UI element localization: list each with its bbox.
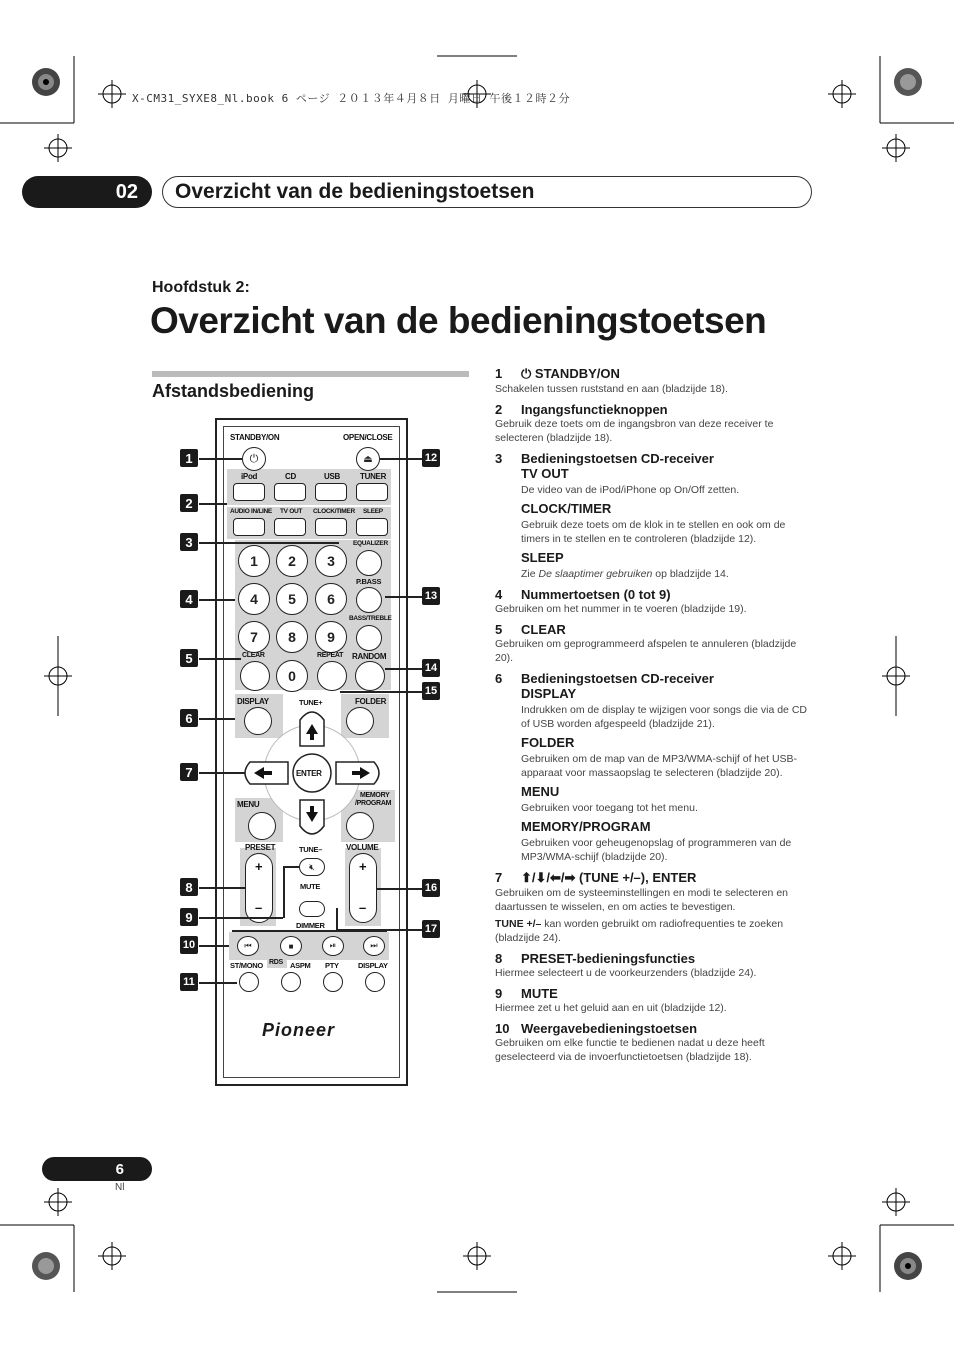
item-title: ⬆/⬇/⬅/➡ (TUNE +/–), ENTER xyxy=(521,870,697,885)
item-number: 9 xyxy=(495,986,503,1001)
clock-timer-button[interactable] xyxy=(315,518,347,536)
previous-track-button[interactable] xyxy=(237,936,259,956)
menu-button[interactable] xyxy=(248,812,276,840)
callout-line-4 xyxy=(199,599,235,601)
usb-label: USB xyxy=(324,472,340,481)
rds-label: RDS xyxy=(269,959,283,966)
open-close-button[interactable] xyxy=(356,447,380,471)
chapter-label: Hoofdstuk 2: xyxy=(152,279,250,296)
repeat-button[interactable] xyxy=(317,661,347,691)
callout-8: 8 xyxy=(180,878,198,896)
item-title: PRESET-bedieningsfuncties xyxy=(521,951,696,966)
number-key-4[interactable]: 4 xyxy=(238,583,270,615)
aspm-button[interactable] xyxy=(281,972,301,992)
callout-15: 15 xyxy=(422,682,440,700)
book-file-header: X-CM31_SYXE8_Nl.book 6 ページ ２０１３年４月８日 月曜日 午後１２時２分 xyxy=(132,92,570,105)
clock-timer-label: CLOCK/TIMER xyxy=(313,508,355,515)
display-label: DISPLAY xyxy=(237,697,269,706)
item-2 xyxy=(495,402,815,445)
memory-program-button[interactable] xyxy=(346,812,374,840)
chapter-title-bar: Overzicht van de bedieningstoetsen xyxy=(162,176,812,208)
item-description: Gebruiken om elke functie te bedienen nadat u deze heeft geselecteerd via de invoerfunctietoetsen (bladzijde 18). xyxy=(495,1037,765,1063)
item-description: Gebruiken om het nummer in te voeren (bladzijde 19). xyxy=(495,603,747,615)
preset-plus: + xyxy=(255,859,263,874)
bass-treble-label: BASS/TREBLE xyxy=(349,615,392,622)
item-note xyxy=(495,917,815,945)
section-rule xyxy=(152,371,469,377)
sub-title: DISPLAY xyxy=(521,686,577,701)
callout-line-8 xyxy=(199,887,245,889)
next-track-button[interactable] xyxy=(363,936,385,956)
ipod-button[interactable] xyxy=(233,483,265,501)
memory-label: MEMORY xyxy=(360,792,390,799)
mute-icon: 🔇︎ xyxy=(309,861,315,872)
sub-title: TV OUT xyxy=(521,466,569,481)
callout-line-7 xyxy=(199,772,245,774)
sub-title: MEMORY/PROGRAM xyxy=(521,819,651,834)
dimmer-label: DIMMER xyxy=(296,921,325,930)
tv-out-button[interactable] xyxy=(274,518,306,536)
item-3 xyxy=(495,451,815,581)
item-description: Gebruiken om geprogrammeerd afspelen te annuleren (bladzijde 20). xyxy=(495,638,797,664)
item-description: Hiermee selecteert u de voorkeurzenders (bladzijde 24). xyxy=(495,967,757,979)
callout-line-16 xyxy=(377,888,422,890)
sub-description: Gebruiken om de map van de MP3/WMA-schijf of het USB-apparaat voor massaopslag te selecteren (bladzijde 20). xyxy=(521,753,798,779)
text-part: op bladzijde 14. xyxy=(652,568,729,580)
sleep-button[interactable] xyxy=(356,518,388,536)
item-number: 10 xyxy=(495,1021,510,1036)
callout-line-9 xyxy=(199,917,283,919)
sleep-label: SLEEP xyxy=(363,508,383,515)
callout-line-17b xyxy=(336,908,338,930)
enter-button[interactable]: ENTER xyxy=(296,769,322,778)
item-title: ⏻ STANDBY/ON xyxy=(521,366,620,381)
display-rds-label: DISPLAY xyxy=(358,961,388,970)
ipod-label: iPod xyxy=(241,472,258,481)
sub-description: Gebruik deze toets om de klok in te stellen en ook om de timers in te stellen en te controleren (bladzijde 12). xyxy=(521,519,786,545)
number-key-5[interactable]: 5 xyxy=(276,583,308,615)
usb-button[interactable] xyxy=(315,483,347,501)
display-rds-button[interactable] xyxy=(365,972,385,992)
number-key-0[interactable]: 0 xyxy=(276,660,308,692)
callout-16: 16 xyxy=(422,879,440,897)
callout-line-13 xyxy=(385,596,422,598)
sub-title: CLOCK/TIMER xyxy=(521,501,612,516)
mute-button[interactable] xyxy=(299,858,325,876)
item-number: 7 xyxy=(495,870,503,885)
callout-13: 13 xyxy=(422,587,440,605)
item-number: 5 xyxy=(495,622,503,637)
item-5 xyxy=(495,622,815,665)
item-number: 8 xyxy=(495,951,503,966)
tune-plus-label: TUNE+ xyxy=(299,698,323,707)
section-title: Afstandsbediening xyxy=(152,381,315,401)
callout-line-14 xyxy=(385,668,422,670)
callout-line-12 xyxy=(380,458,422,460)
item-title: Nummertoetsen (0 tot 9) xyxy=(521,587,671,602)
sub-title: FOLDER xyxy=(521,735,575,750)
sub-description: Indrukken om de display te wijzigen voor songs die via de CD of USB worden afgespeeld (bladzijde 21). xyxy=(521,704,807,730)
power-icon: ⏻ xyxy=(249,452,259,465)
open-close-label: OPEN/CLOSE xyxy=(343,433,393,442)
callout-line-1 xyxy=(199,458,242,460)
play-pause-button[interactable] xyxy=(322,936,344,956)
volume-label: VOLUME xyxy=(346,843,379,852)
sub-description: De video van de iPod/iPhone op On/Off zetten. xyxy=(521,484,740,496)
tuner-button[interactable] xyxy=(356,483,388,501)
previous-icon: ⏮ xyxy=(244,941,252,950)
item-description: Hiermee zet u het geluid aan en uit (bladzijde 12). xyxy=(495,1002,727,1014)
callout-line-2 xyxy=(199,503,227,505)
callout-4: 4 xyxy=(180,590,198,608)
callout-1: 1 xyxy=(180,449,198,467)
item-10 xyxy=(495,1021,815,1064)
chapter-number-badge: 02 xyxy=(22,176,152,208)
item-description: Gebruik deze toets om de ingangsbron van deze receiver te selecteren (bladzijde 18). xyxy=(495,418,774,444)
st-mono-label: ST/MONO xyxy=(230,961,263,970)
callout-line-17 xyxy=(336,929,422,931)
cross-reference: De slaaptimer gebruiken xyxy=(538,568,653,580)
dimmer-button[interactable] xyxy=(299,901,325,917)
callout-10: 10 xyxy=(180,936,198,954)
pioneer-logo: Pioneer xyxy=(262,1020,336,1040)
callout-line-5 xyxy=(199,658,241,660)
item-4 xyxy=(495,587,815,616)
tune-minus-label: TUNE– xyxy=(299,845,323,854)
item-6 xyxy=(495,671,815,864)
pbass-button[interactable] xyxy=(356,587,382,613)
callout-3: 3 xyxy=(180,533,198,551)
page-language: Nl xyxy=(115,1182,125,1193)
volume-plus: + xyxy=(359,859,367,874)
callout-17: 17 xyxy=(422,920,440,938)
item-title: Bedieningstoetsen CD-receiver xyxy=(521,671,714,686)
callout-line-9b xyxy=(283,866,285,918)
st-mono-button[interactable] xyxy=(239,972,259,992)
item-9 xyxy=(495,986,815,1015)
cd-label: CD xyxy=(285,472,296,481)
callout-14: 14 xyxy=(422,659,440,677)
sub-description: Gebruiken voor geheugenopslag of programmeren van de MP3/WMA-schijf (bladzijde 20). xyxy=(521,837,792,863)
item-description: Gebruiken om de systeeminstellingen en modi te selecteren en daartussen te wisselen, en om acties te bevestigen. xyxy=(495,887,788,913)
note-text: kan worden gebruikt om radiofrequenties te zoeken (bladzijde 24). xyxy=(495,918,784,944)
callout-7: 7 xyxy=(180,763,198,781)
tv-out-label: TV OUT xyxy=(280,508,303,515)
audio-in-button[interactable] xyxy=(233,518,265,536)
aspm-label: ASPM xyxy=(290,961,311,970)
equalizer-label: EQUALIZER xyxy=(353,540,388,547)
next-icon: ⏭ xyxy=(370,941,378,950)
item-number: 1 xyxy=(495,366,503,381)
item-title: Ingangsfunctieknoppen xyxy=(521,402,668,417)
callout-11: 11 xyxy=(180,973,198,991)
standby-button[interactable] xyxy=(242,447,266,471)
clear-label: CLEAR xyxy=(242,652,265,659)
key-descriptions xyxy=(495,366,815,1070)
callout-line-10 xyxy=(199,945,229,947)
repeat-label: REPEAT xyxy=(317,652,344,659)
item-8 xyxy=(495,951,815,980)
volume-minus: – xyxy=(359,900,366,915)
callout-6: 6 xyxy=(180,709,198,727)
number-key-9[interactable]: 9 xyxy=(315,621,347,653)
mute-label: MUTE xyxy=(300,882,321,891)
equalizer-button[interactable] xyxy=(356,550,382,576)
sub-description xyxy=(521,567,815,581)
preset-label: PRESET xyxy=(245,843,276,852)
callout-12: 12 xyxy=(422,449,440,467)
item-1 xyxy=(495,366,815,396)
number-key-3[interactable]: 3 xyxy=(315,545,347,577)
item-7 xyxy=(495,870,815,945)
number-key-7[interactable]: 7 xyxy=(238,621,270,653)
item-number: 3 xyxy=(495,451,503,466)
random-label: RANDOM xyxy=(352,652,387,661)
callout-line-3 xyxy=(199,542,339,544)
note-key: TUNE +/– xyxy=(495,918,542,930)
sub-title: SLEEP xyxy=(521,550,564,565)
item-number: 2 xyxy=(495,402,503,417)
callout-line-9c xyxy=(283,866,299,868)
page-title: Overzicht van de bedieningstoetsen xyxy=(150,300,767,341)
random-button[interactable] xyxy=(355,661,385,691)
text-part: Zie xyxy=(521,568,539,580)
callout-line-15 xyxy=(340,691,422,693)
item-title: CLEAR xyxy=(521,622,566,637)
item-title: MUTE xyxy=(521,986,558,1001)
clear-button[interactable] xyxy=(240,661,270,691)
number-key-1[interactable]: 1 xyxy=(238,545,270,577)
tuner-label: TUNER xyxy=(360,472,387,481)
number-key-2[interactable]: 2 xyxy=(276,545,308,577)
cd-button[interactable] xyxy=(274,483,306,501)
item-number: 6 xyxy=(495,671,503,686)
stop-icon: ■ xyxy=(288,941,294,951)
callout-5: 5 xyxy=(180,649,198,667)
menu-label: MENU xyxy=(237,800,260,809)
item-number: 4 xyxy=(495,587,503,602)
eject-icon: ⏏ xyxy=(363,453,373,465)
standby-label: STANDBY/ON xyxy=(230,433,280,442)
preset-minus: – xyxy=(255,900,262,915)
pbass-label: P.BASS xyxy=(356,577,382,586)
play-pause-icon: ⏯ xyxy=(329,941,337,950)
item-title: Weergavebedieningstoetsen xyxy=(521,1021,698,1036)
pty-button[interactable] xyxy=(323,972,343,992)
item-description: Schakelen tussen ruststand en aan (bladzijde 18). xyxy=(495,383,728,395)
page-number: 6 xyxy=(42,1157,152,1181)
number-key-8[interactable]: 8 xyxy=(276,621,308,653)
bass-treble-button[interactable] xyxy=(356,625,382,651)
callout-line-6 xyxy=(199,718,235,720)
program-label: /PROGRAM xyxy=(355,800,392,807)
pty-label: PTY xyxy=(325,961,339,970)
callout-2: 2 xyxy=(180,494,198,512)
item-title: Bedieningstoetsen CD-receiver xyxy=(521,451,714,466)
callout-line-11 xyxy=(199,982,237,984)
folder-label: FOLDER xyxy=(355,697,387,706)
number-key-6[interactable]: 6 xyxy=(315,583,347,615)
stop-button[interactable] xyxy=(280,936,302,956)
sub-description: Gebruiken voor toegang tot het menu. xyxy=(521,802,698,814)
audio-in-label: AUDIO IN/LINE xyxy=(230,508,272,515)
sub-title: MENU xyxy=(521,784,560,799)
callout-9: 9 xyxy=(180,908,198,926)
